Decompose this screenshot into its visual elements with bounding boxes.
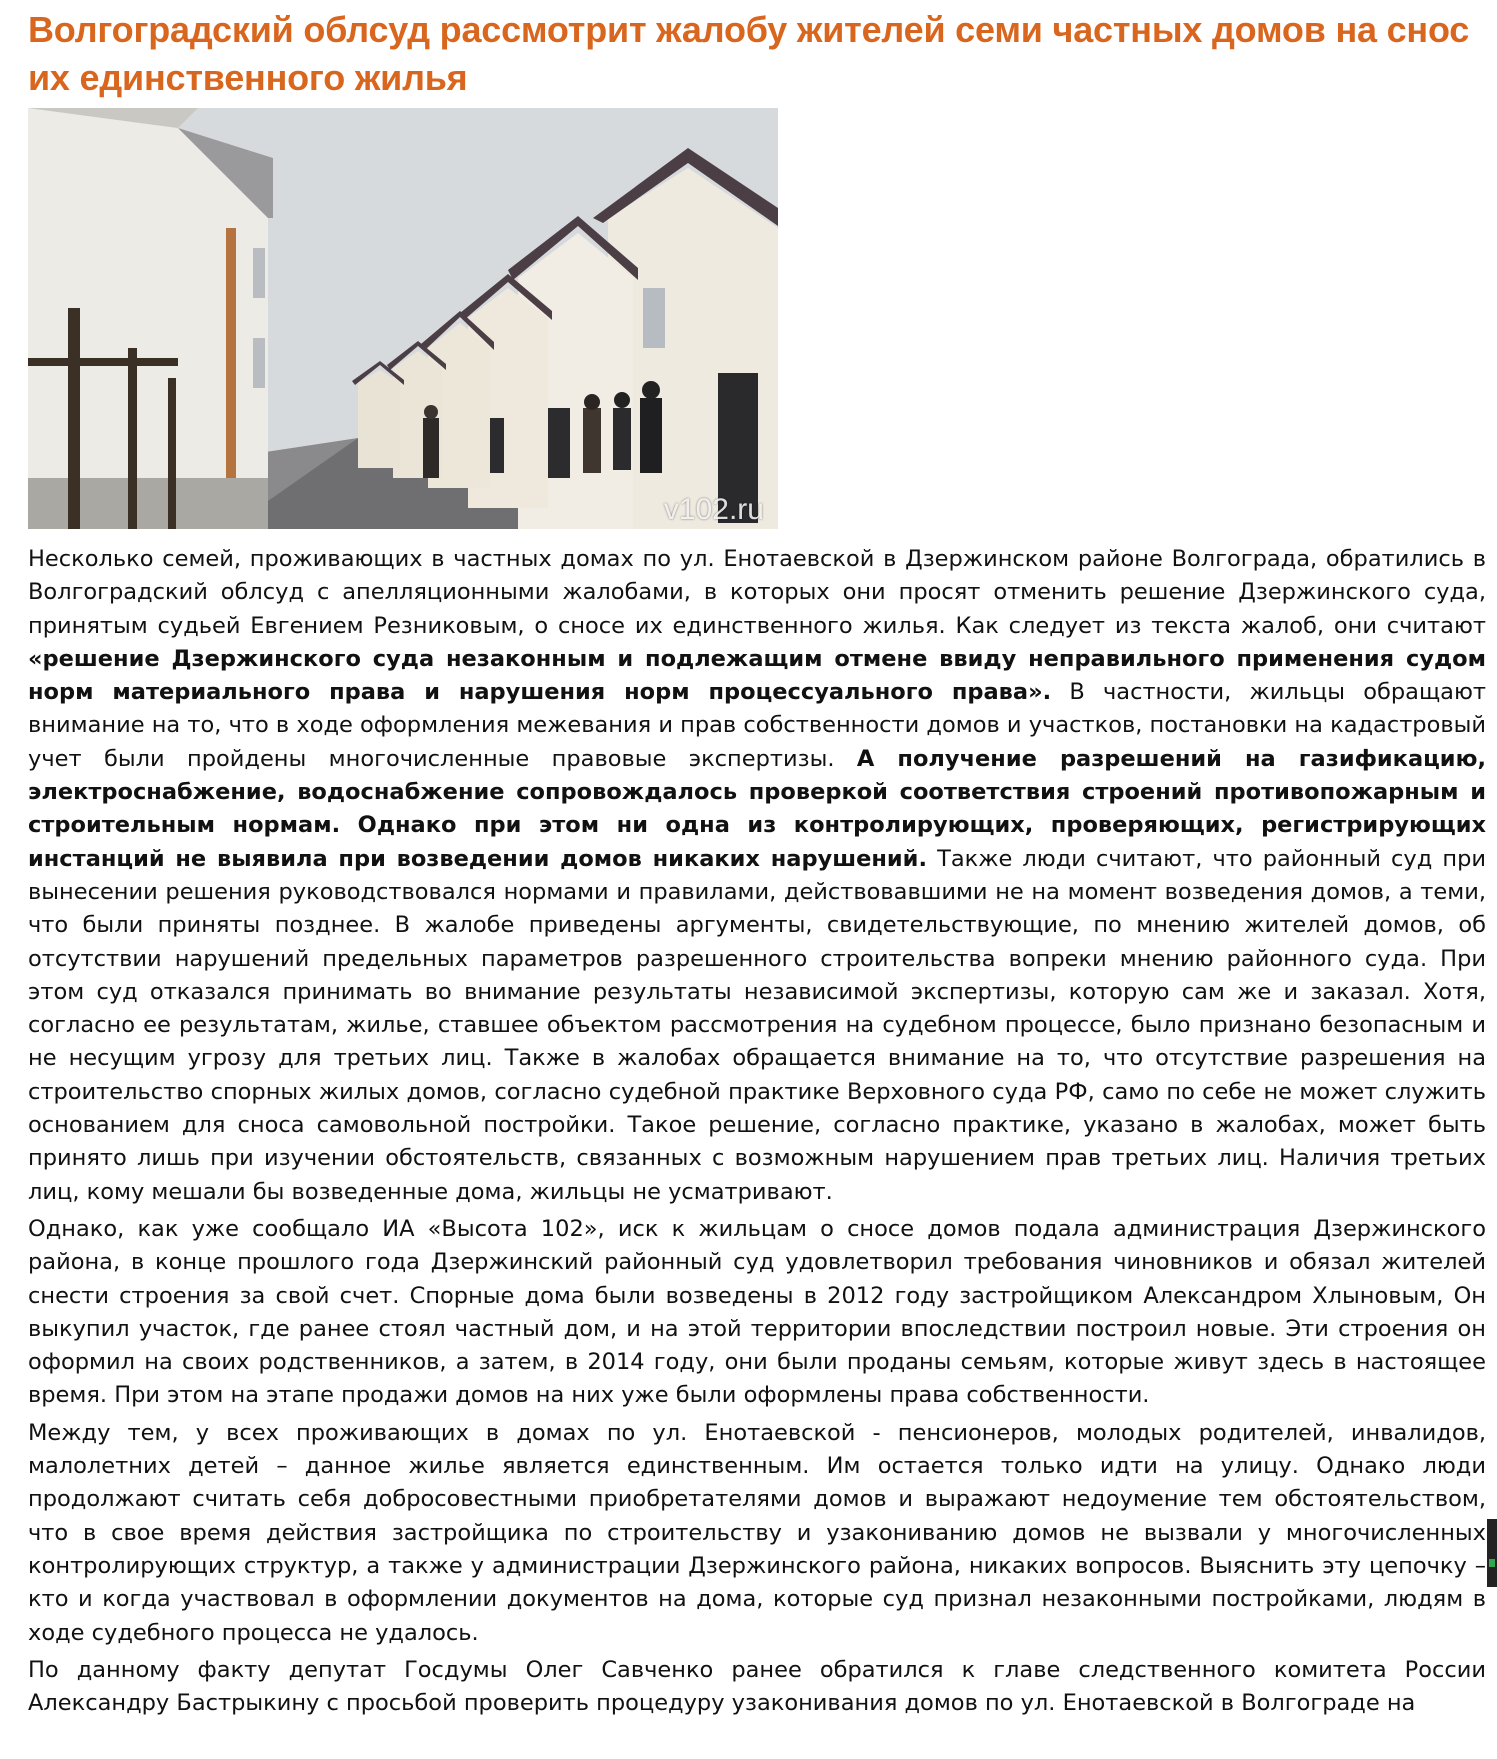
- article-title: Волгоградский облсуд рассмотрит жалобу жителей семи частных домов на снос их единственного жилья: [28, 9, 1470, 98]
- paragraph-1: [28, 543, 1486, 1209]
- p1-text-1: Несколько семей, проживающих в частных домах по ул. Енотаевской в Дзержинском районе Волгограда, обратились в Волгоградский облсуд с апелляционными жалобами, в которых они просят отменить решение Дзержинского суда, принятым судьей Евгением Резниковым, о сносе их единственного жилья. Как следует из текста жалоб, они считают: [28, 546, 1486, 639]
- article-photo: [28, 108, 778, 529]
- p1-bold-1: «решение Дзержинского суда незаконным и подлежащим отмене ввиду неправильного применения судом норм материального права и нарушения норм процессуального права».: [28, 645, 1486, 706]
- paragraph-2: Однако, как уже сообщало ИА «Высота 102», иск к жильцам о сносе домов подала администрация Дзержинского района, в конце прошлого года Дзержинский районный суд удовлетворил требования чиновников и обязал жителей снести строения за свой счет. Спорные дома были возведены в 2012 году застройщиком Александром Хлыновым, Он выкупил участок, где ранее стоял частный дом, и на этой территории впоследствии построил новые. Эти строения он оформил на своих родственников, а затем, в 2014 году, они были проданы семьям, которые живут здесь в настоящее время. При этом на этапе продажи домов на них уже были оформлены права собственности.: [28, 1215, 1486, 1409]
- scroll-marker[interactable]: [1487, 1519, 1497, 1587]
- photo-watermark: v102.ru: [663, 493, 764, 526]
- photo-illustration: [28, 108, 778, 529]
- p1-bold-2: А получение разрешений на газификацию, электроснабжение, водоснабжение сопровождалось проверкой соответствия строений противопожарным и строительным нормам. Однако при этом ни одна из контролирующих, проверяющих, регистрирующих инстанций не выявила при возведении домов никаких нарушений.: [28, 745, 1486, 872]
- paragraph-3: Между тем, у всех проживающих в домах по ул. Енотаевской - пенсионеров, молодых родителей, инвалидов, малолетних детей – данное жилье является единственным. Им остается только идти на улицу. Однако люди продолжают считать себя добросовестными приобретателями домов и выражают недоумение тем обстоятельством, что в свое время действия застройщика по строительству и узакониванию домов не вызвали у многочисленных контролирующих структур, а также у администрации Дзержинского района, никаких вопросов. Выяснить эту цепочку – кто и когда участвовал в оформлении документов на дома, которые суд признал незаконными постройками, людям в ходе судебного процесса не удалось.: [28, 1419, 1486, 1646]
- p1-text-2: В частности, жильцы обращают внимание на то, что в ходе оформления межевания и прав собственности домов и участков, постановки на кадастровый учет были пройдены многочисленные правовые экспертизы.: [28, 679, 1486, 772]
- article: [28, 6, 1486, 1724]
- article-body: [28, 543, 1486, 1720]
- paragraph-4: По данному факту депутат Госдумы Олег Савченко ранее обратился к главе следственного комитета России Александру Бастрыкину с просьбой проверить процедуру узаконивания домов по ул. Енотаевской в Волгограде на: [28, 1656, 1486, 1717]
- p1-text-3: Также люди считают, что районный суд при вынесении решения руководствовался нормами и правилами, действовавшими не на момент возведения домов, а теми, что были приняты позднее. В жалобе приведены аргументы, свидетельствующие, по мнению жителей домов, об отсутствии нарушений предельных параметров разрешенного строительства вопреки мнению районного суда. При этом суд отказался принимать во внимание результаты независимой экспертизы, которую сам же и заказал. Хотя, согласно ее результатам, жилье, ставшее объектом рассмотрения на судебном процессе, было признано безопасным и не несущим угрозу для третьих лиц. Также в жалобах обращается внимание на то, что отсутствие разрешения на строительство спорных жилых домов, согласно судебной практике Верховного суда РФ, само по себе не может служить основанием для сноса самовольной постройки. Такое решение, согласно практике, указано в жалобах, может быть принято лишь при изучении обстоятельств, связанных с возможным нарушением прав третьих лиц. Наличия третьих лиц, кому мешали бы возведенные дома, жильцы не усматривают.: [28, 845, 1486, 1205]
